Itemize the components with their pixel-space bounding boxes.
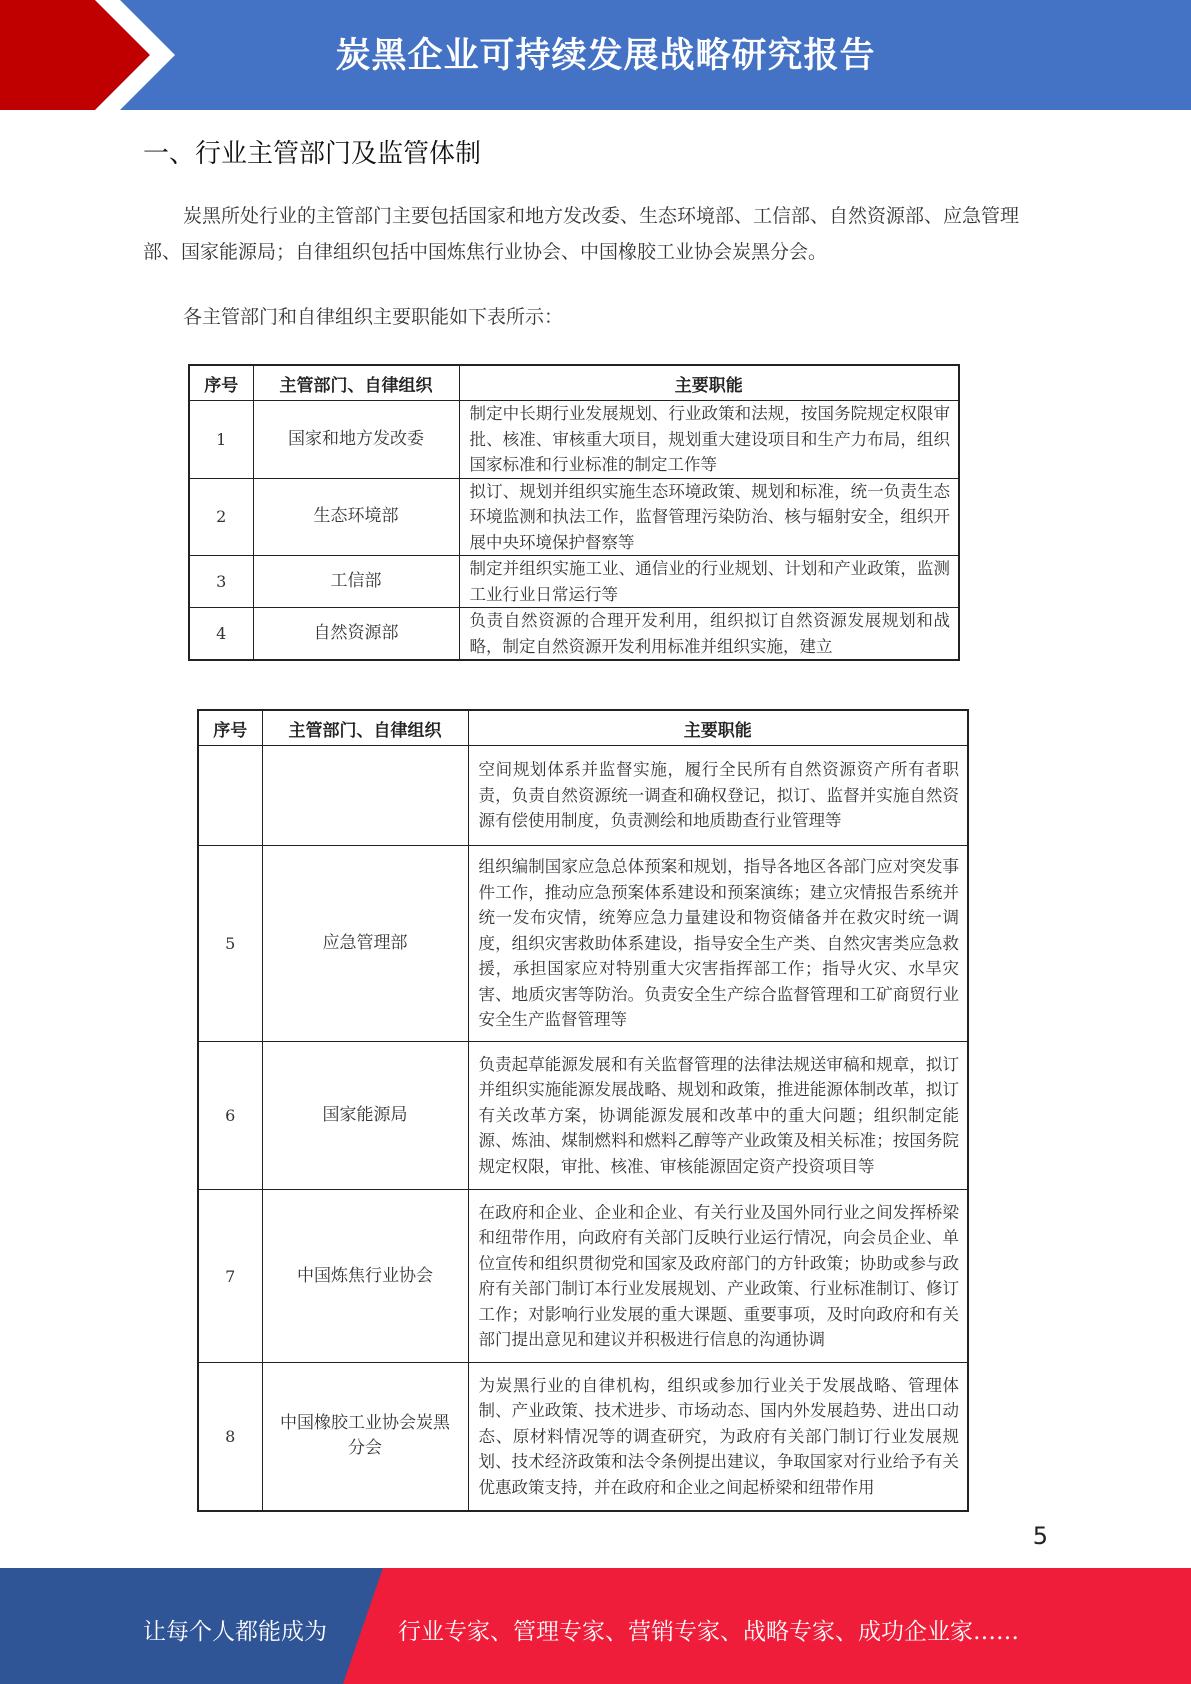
row-func: 拟订、规划并组织实施生态环境政策、规划和标准，统一负责生态环境监测和执法工作，监督管理污染防治、核与辐射安全，组织开展中央环境保护督察等	[459, 478, 959, 556]
header-banner	[0, 0, 1191, 110]
page-number: 5	[1032, 1522, 1048, 1550]
row-func: 制定并组织实施工业、通信业的行业规划、计划和产业政策，监测工业行业日常运行等	[459, 556, 959, 608]
row-func: 制定中长期行业发展规划、行业政策和法规，按国务院规定权限审批、核准、审核重大项目，规划重大建设项目和生产力布局，组织国家标准和行业标准的制定工作等	[459, 401, 959, 479]
table-row	[198, 746, 968, 846]
row-num	[198, 746, 262, 846]
table-row	[198, 1363, 968, 1511]
row-num: 1	[189, 401, 253, 479]
row-dept: 中国橡胶工业协会炭黑分会	[262, 1363, 468, 1511]
row-func: 负责起草能源发展和有关监督管理的法律法规送审稿和规章，拟订并组织实施能源发展战略、规划和政策，推进能源体制改革，拟订有关改革方案，协调能源发展和改革中的重大问题；组织制定能源、炼油、煤制燃料和燃料乙醇等产业政策及相关标准；按国务院规定权限，审批、核准、审核能源固定资产投资项目等	[468, 1042, 968, 1190]
row-num: 4	[189, 608, 253, 661]
table-row	[198, 1042, 968, 1190]
table-header-row	[189, 365, 959, 401]
row-func: 空间规划体系并监督实施，履行全民所有自然资源资产所有者职责，负责自然资源统一调查和确权登记，拟订、监督并实施自然资源有偿使用制度，负责测绘和地质勘查行业管理等	[468, 746, 968, 846]
report-title: 炭黑企业可持续发展战略研究报告	[335, 36, 876, 76]
col-header-num: 序号	[189, 365, 253, 401]
row-dept: 生态环境部	[253, 478, 459, 556]
table-row	[189, 401, 959, 479]
row-dept: 中国炼焦行业协会	[262, 1190, 468, 1363]
col-header-func: 主要职能	[459, 365, 959, 401]
col-header-func: 主要职能	[468, 710, 968, 746]
row-dept: 自然资源部	[253, 608, 459, 661]
row-num: 5	[198, 846, 262, 1042]
section-title: 一、行业主管部门及监管体制	[143, 139, 482, 169]
row-dept: 工信部	[253, 556, 459, 608]
row-func: 组织编制国家应急总体预案和规划，指导各地区各部门应对突发事件工作，推动应急预案体系建设和预案演练；建立灾情报告系统并统一发布灾情，统筹应急力量建设和物资储备并在救灾时统一调度，组织灾害救助体系建设，指导安全生产类、自然灾害类应急救援，承担国家应对特别重大灾害指挥部工作；指导火灾、水旱灾害、地质灾害等防治。负责安全生产综合监督管理和工矿商贸行业安全生产监督管理等	[468, 846, 968, 1042]
col-header-dept: 主管部门、自律组织	[253, 365, 459, 401]
table-row	[198, 846, 968, 1042]
duty-table-2	[197, 709, 969, 1512]
row-dept: 国家和地方发改委	[253, 401, 459, 479]
row-func: 在政府和企业、企业和企业、有关行业及国外同行业之间发挥桥梁和纽带作用，向政府有关部门反映行业运行情况，向会员企业、单位宣传和组织贯彻党和国家及政府部门的方针政策；协助或参与政府有关部门制订本行业发展规划、产业政策、行业标准制订、修订工作；对影响行业发展的重大课题、重要事项，及时向政府和有关部门提出意见和建议并积极进行信息的沟通协调	[468, 1190, 968, 1363]
col-header-dept: 主管部门、自律组织	[262, 710, 468, 746]
intro-paragraph: 炭黑所处行业的主管部门主要包括国家和地方发改委、生态环境部、工信部、自然资源部、应急管理部、国家能源局；自律组织包括中国炼焦行业协会、中国橡胶工业协会炭黑分会。	[143, 205, 1020, 263]
footer-slogan-right: 行业专家、管理专家、营销专家、战略专家、成功企业家……	[398, 1619, 1019, 1645]
table-header-row	[198, 710, 968, 746]
table-row	[189, 608, 959, 661]
row-num: 6	[198, 1042, 262, 1190]
row-func: 为炭黑行业的自律机构，组织或参加行业关于发展战略、管理体制、产业政策、技术进步、市场动态、国内外发展趋势、进出口动态、原材料情况等的调查研究，为政府有关部门制订行业发展规划、技术经济政策和法令条例提出建议，争取国家对行业给予有关优惠政策支持，并在政府和企业之间起桥梁和纽带作用	[468, 1363, 968, 1511]
row-num: 3	[189, 556, 253, 608]
row-num: 8	[198, 1363, 262, 1511]
table-row	[198, 1190, 968, 1363]
duty-table-1	[188, 364, 960, 661]
footer-slogan-left: 让每个人都能成为	[143, 1619, 327, 1645]
table-row	[189, 556, 959, 608]
row-dept	[262, 746, 468, 846]
footer-banner	[0, 1568, 1191, 1684]
col-header-num: 序号	[198, 710, 262, 746]
row-func: 负责自然资源的合理开发利用，组织拟订自然资源发展规划和战略，制定自然资源开发利用标准并组织实施，建立	[459, 608, 959, 661]
row-num: 7	[198, 1190, 262, 1363]
row-dept: 应急管理部	[262, 846, 468, 1042]
table-row	[189, 478, 959, 556]
row-dept: 国家能源局	[262, 1042, 468, 1190]
row-num: 2	[189, 478, 253, 556]
table-intro-paragraph: 各主管部门和自律组织主要职能如下表所示：	[183, 306, 564, 328]
